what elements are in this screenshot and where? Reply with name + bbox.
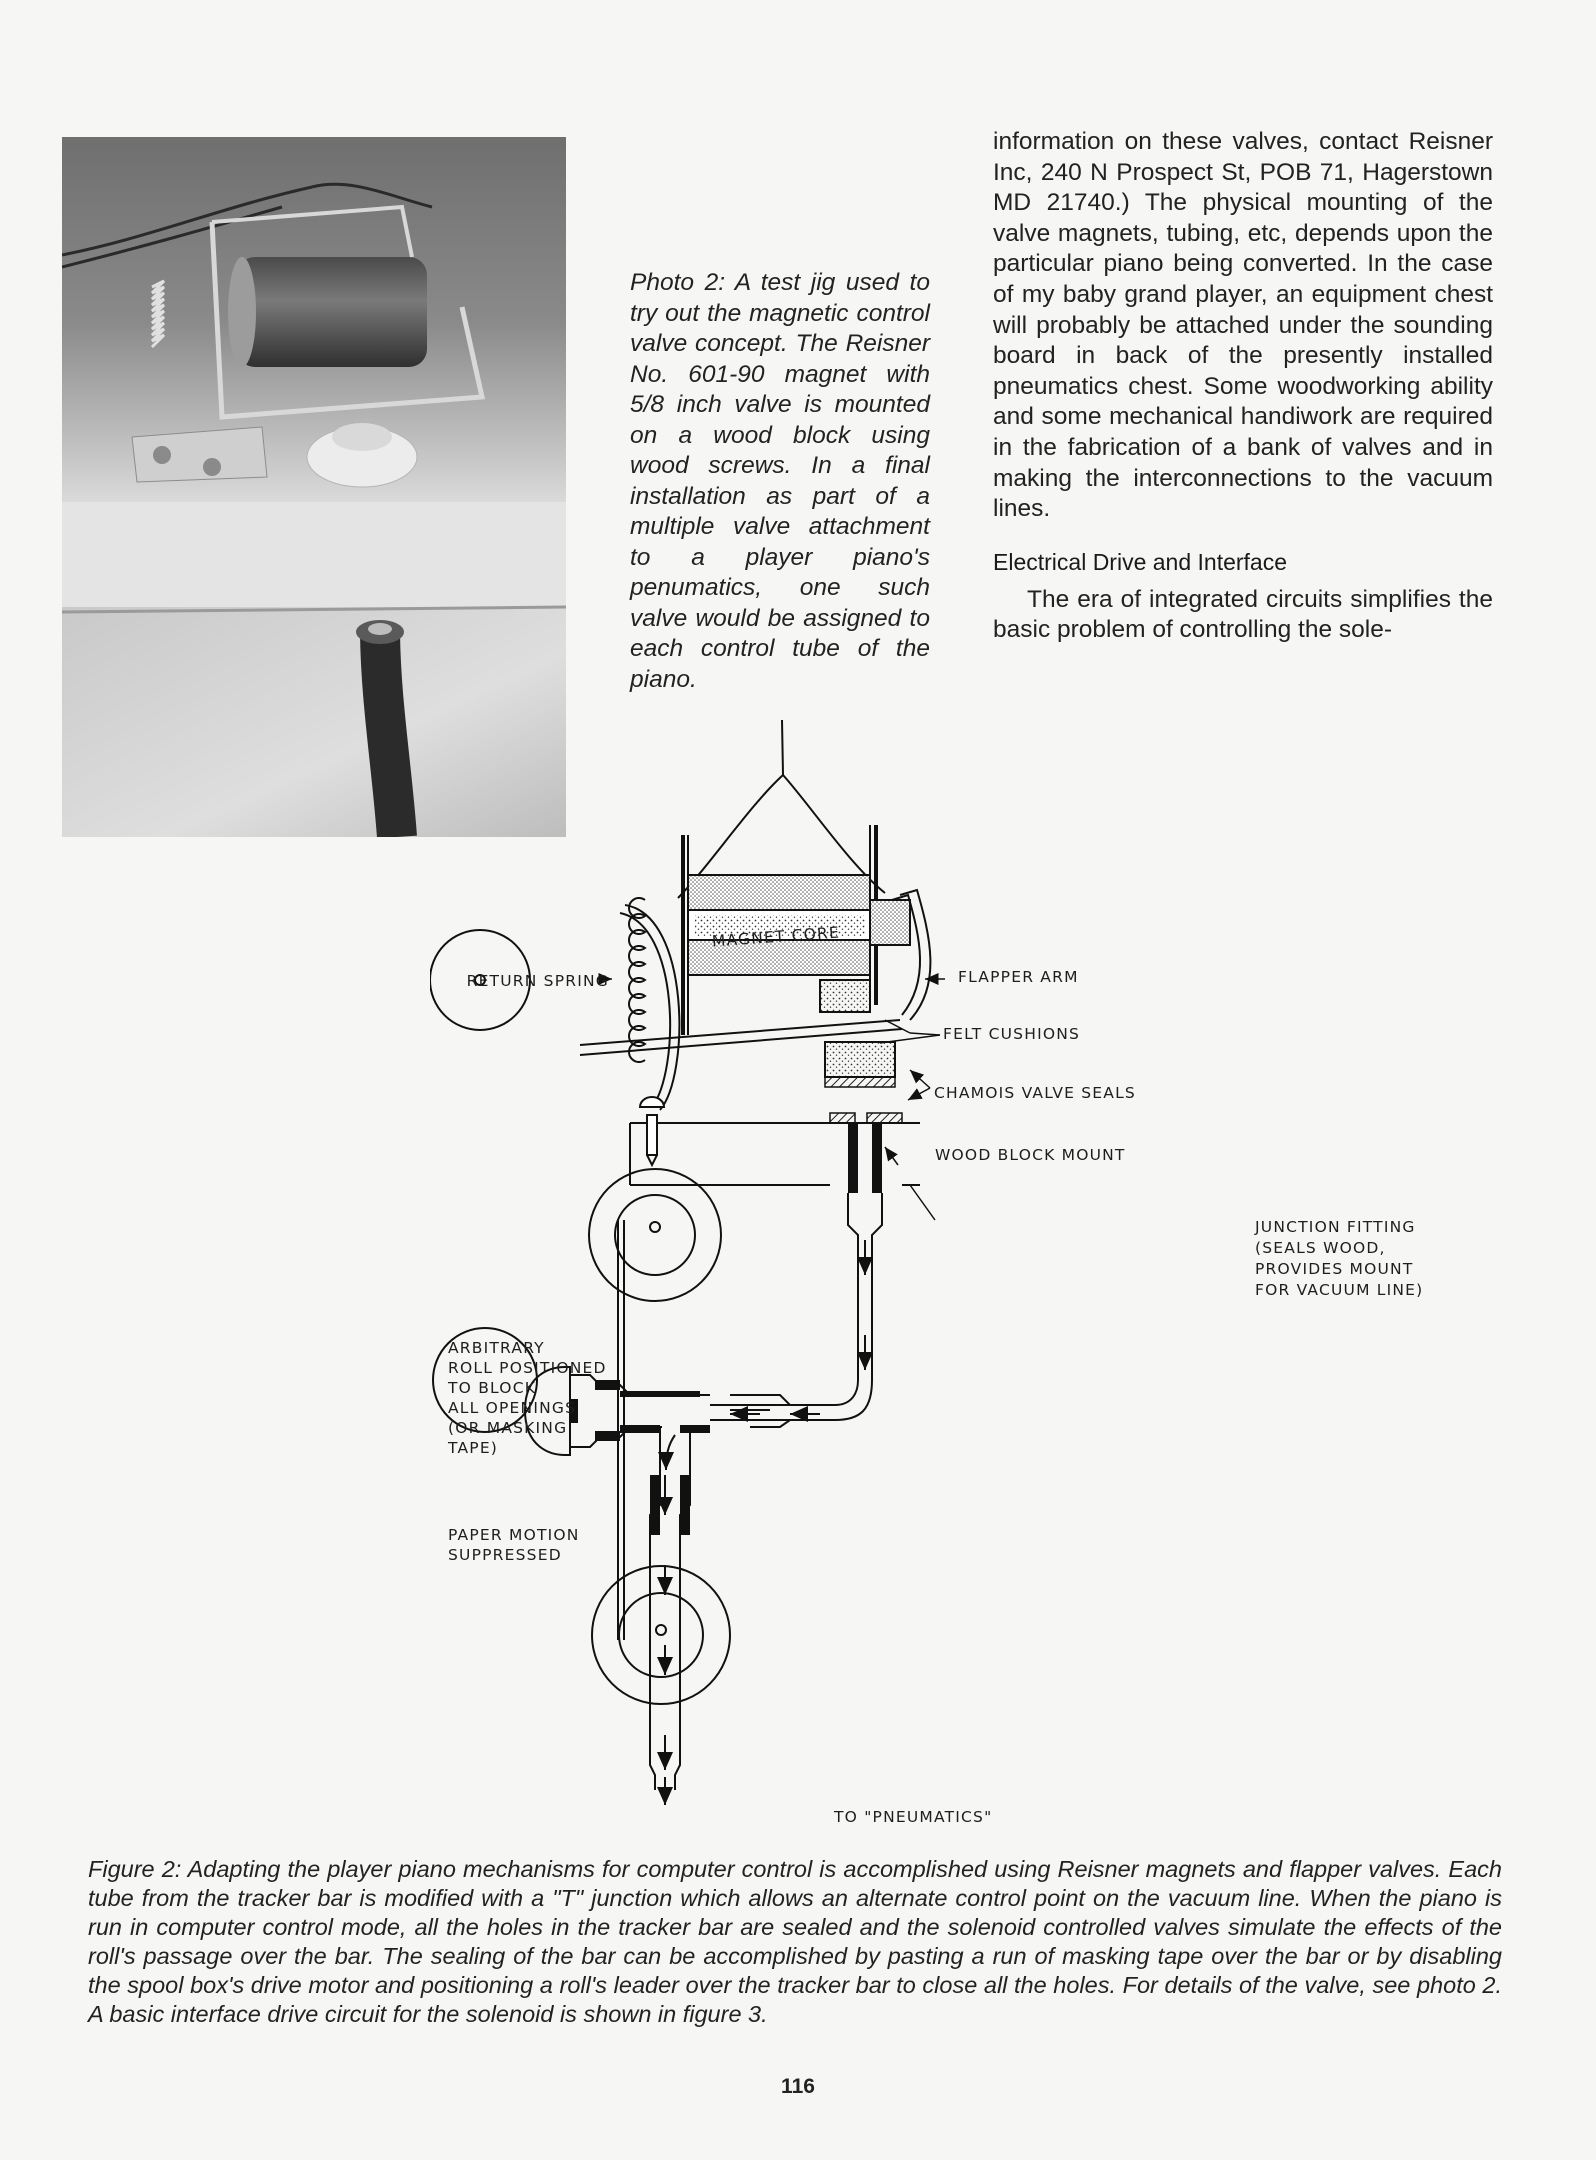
junction-fitting-line: JUNCTION FITTING xyxy=(1255,1218,1416,1236)
label-chamois-valve-seals: CHAMOIS VALVE SEALS xyxy=(934,1084,1136,1102)
section-heading: Electrical Drive and Interface xyxy=(993,548,1288,575)
junction-fitting-line: PROVIDES MOUNT xyxy=(1255,1260,1414,1278)
body-column xyxy=(993,127,1493,646)
label-felt-cushions: FELT CUSHIONS xyxy=(943,1025,1081,1043)
label-junction-fitting-block xyxy=(1255,1217,1423,1301)
body-paragraph: The era of integrated circuits simplifies the basic problem of controlling the sole- xyxy=(993,585,1493,644)
label-paper-motion-block xyxy=(448,1525,580,1565)
arbitrary-roll-line: ROLL POSITIONED xyxy=(448,1359,607,1377)
paper-roll-bottom xyxy=(588,1562,734,1708)
arbitrary-roll-line: ARBITRARY xyxy=(448,1339,545,1357)
arbitrary-roll-line: (OR MASKING xyxy=(448,1419,568,1437)
paper-strip xyxy=(612,1220,632,1640)
label-magnet-core: MAGNET CORE xyxy=(711,923,841,951)
figure-caption: Figure 2: Adapting the player piano mechanisms for computer control is accomplished using Reisner magnets and flapper valves. Each tube from the tracker bar is modified with a "T" junction which allows an alternate control point on the vacuum line. When the piano is run in computer control mode, all the holes in the tracker bar are sealed and the solenoid controlled valves simulate the effects of the roll's passage over the bar. The sealing of the bar can be accomplished by pasting a run of masking tape over the bar or by disabling the spool box's drive motor and positioning a roll's leader over the tracker bar to close all the holes. For details of the valve, see photo 2. A basic interface drive circuit for the solenoid is shown in figure 3. xyxy=(88,1856,1502,2027)
paper-roll-top xyxy=(585,1165,725,1305)
junction-fitting-line: (SEALS WOOD, xyxy=(1255,1239,1386,1257)
label-return-spring: RETURN SPRING xyxy=(466,972,609,990)
arbitrary-roll-line: TAPE) xyxy=(448,1439,499,1457)
arbitrary-roll-line: ALL OPENINGS xyxy=(448,1399,577,1417)
paper-motion-line: SUPPRESSED xyxy=(448,1546,562,1564)
label-to-pneumatics: TO "PNEUMATICS" xyxy=(834,1808,993,1826)
paper-motion-line: PAPER MOTION xyxy=(448,1526,580,1544)
label-wood-block-mount: WOOD BLOCK MOUNT xyxy=(935,1146,1126,1164)
arbitrary-roll-line: TO BLOCK xyxy=(448,1379,537,1397)
label-arbitrary-roll-block xyxy=(448,1338,607,1458)
label-flapper-arm: FLAPPER ARM xyxy=(958,968,1079,986)
photo-caption: Photo 2: A test jig used to try out the magnetic control valve concept. The Reisner No. 601-90 magnet with 5/8 inch valve is mounted on a wood block using wood screws. In a final installation as part of a multiple valve attachment to a player piano's penumatics, one such valve would be assigned to each control tube of the piano. xyxy=(630,269,930,693)
junction-fitting-line: FOR VACUUM LINE) xyxy=(1255,1281,1424,1299)
page-number: 116 xyxy=(781,2075,815,2098)
body-paragraph: information on these valves, contact Reisner Inc, 240 N Prospect St, POB 71, Hagerstown MD 21740.) The physical mounting of the valve magnets, tubing, etc, depends upon the particular piano being converted. In the case of my baby grand player, an equipment chest will probably be attached under the sounding board in back of the presently installed pneumatics chest. Some woodworking ability and some mechanical handiwork are required in the fabrication of a bank of valves and in making the interconnections to the vacuum lines. xyxy=(993,128,1493,523)
